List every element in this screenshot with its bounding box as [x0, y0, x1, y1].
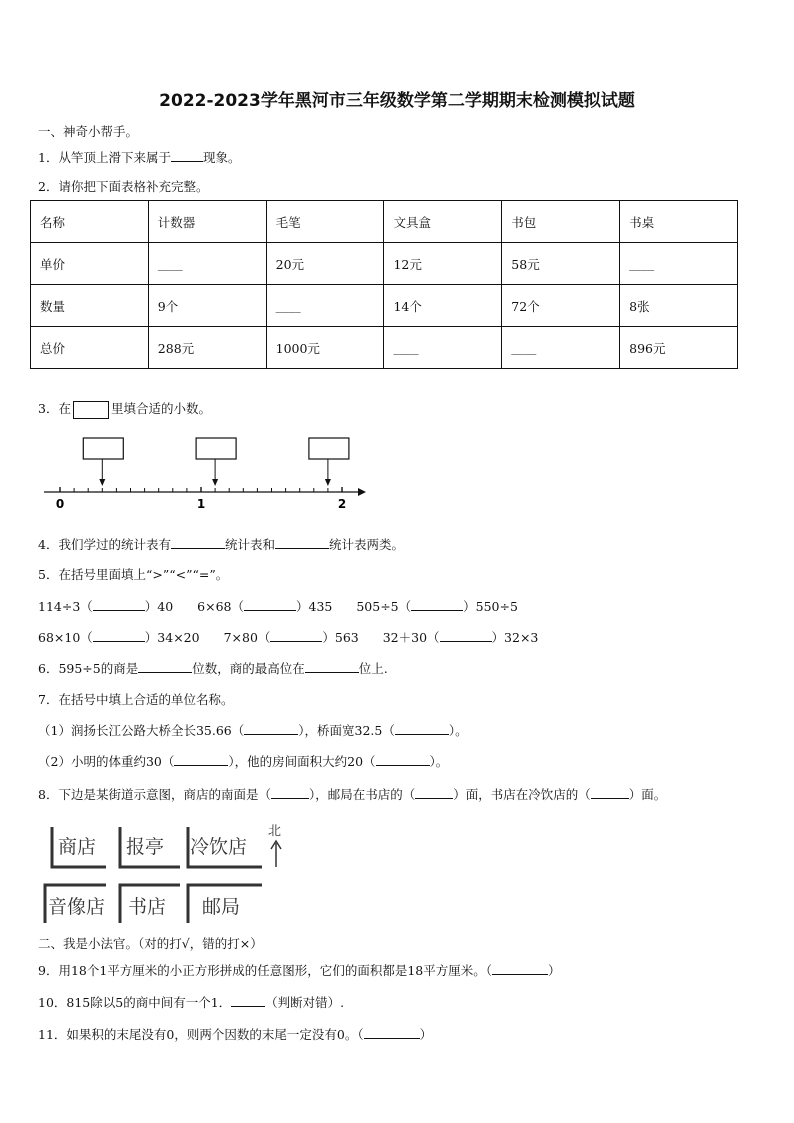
map-label-video-store: 音像店: [48, 896, 106, 918]
table-cell: 书桌: [620, 201, 738, 243]
table-cell: 14个: [384, 285, 502, 327]
arrow-down-icon: [325, 479, 331, 486]
answer-blank[interactable]: [171, 536, 225, 549]
north-label: 北: [268, 824, 282, 839]
number-line-label: 1: [196, 497, 206, 511]
answer-blank[interactable]: [411, 598, 463, 611]
question-7-2: （2）小明的体重约30（ ），他的房间面积大约20（ ）。: [38, 754, 449, 769]
map-label-cold-drink-shop: 冷饮店: [190, 836, 248, 858]
answer-blank[interactable]: [171, 149, 203, 162]
question-1: 1．从竿顶上滑下来属于 现象。: [38, 150, 241, 165]
table-cell: 58元: [502, 243, 620, 285]
north-arrow-icon: [271, 841, 281, 867]
question-7: 7．在括号中填上合适的单位名称。: [38, 692, 234, 707]
table-cell: 12元: [384, 243, 502, 285]
table-answer-cell[interactable]: ____: [502, 327, 620, 369]
answer-blank[interactable]: [364, 1026, 420, 1039]
table-row: [31, 327, 738, 369]
arrow-right-icon: [358, 488, 366, 496]
question-5: 5．在括号里面填上“>”“<”“=”。: [38, 567, 229, 582]
number-line-label: 0: [55, 497, 65, 511]
answer-blank[interactable]: [492, 962, 548, 975]
question-9: 9．用18个1平方厘米的小正方形拼成的任意图形，它们的面积都是18平方厘米。（ ）: [38, 963, 561, 978]
table-cell: 单价: [31, 243, 149, 285]
map-label-post-office: 邮局: [202, 896, 241, 918]
table-cell: 毛笔: [266, 201, 384, 243]
table-cell: 896元: [620, 327, 738, 369]
answer-box: [309, 438, 349, 459]
answer-box: [196, 438, 236, 459]
answer-blank[interactable]: [395, 722, 449, 735]
table-cell: 9个: [148, 285, 266, 327]
question-8: 8．下边是某街道示意图，商店的南面是（ ），邮局在书店的（ ）面，书店在冷饮店的（ ）面。: [38, 787, 667, 802]
answer-blank[interactable]: [275, 536, 329, 549]
answer-blank[interactable]: [591, 786, 629, 799]
table-answer-cell[interactable]: ____: [148, 243, 266, 285]
answer-blank[interactable]: [174, 753, 228, 766]
table-answer-cell[interactable]: ____: [384, 327, 502, 369]
table-cell: 20元: [266, 243, 384, 285]
page-title: 2022-2023学年黑河市三年级数学第二学期期末检测模拟试题: [159, 91, 635, 111]
answer-blank[interactable]: [231, 994, 265, 1007]
answer-blank[interactable]: [376, 753, 430, 766]
answer-blank[interactable]: [270, 629, 322, 642]
answer-blank[interactable]: [93, 629, 145, 642]
question-10: 10．815除以5的商中间有一个1． （判断对错）.: [38, 995, 345, 1010]
table-row: [31, 243, 738, 285]
question-7-1: （1）润扬长江公路大桥全长35.66（ ），桥面宽32.5（ ）。: [38, 723, 468, 738]
question-11: 11．如果积的末尾没有0，则两个因数的末尾一定没有0。（ ）: [38, 1027, 433, 1042]
map-label-bookstore: 书店: [128, 896, 167, 918]
answer-blank[interactable]: [271, 786, 309, 799]
table-cell: 计数器: [148, 201, 266, 243]
answer-blank[interactable]: [440, 629, 492, 642]
table-cell: 72个: [502, 285, 620, 327]
table-cell: 书包: [502, 201, 620, 243]
arrow-down-icon: [99, 479, 105, 486]
number-line: [0, 430, 794, 520]
table-answer-cell[interactable]: ____: [266, 285, 384, 327]
table-cell: 名称: [31, 201, 149, 243]
answer-blank[interactable]: [415, 786, 453, 799]
answer-box: [83, 438, 123, 459]
question-3: 3．在 里填合适的小数。: [38, 399, 211, 419]
table-cell: 288元: [148, 327, 266, 369]
table-cell: 总价: [31, 327, 149, 369]
table-cell: 1000元: [266, 327, 384, 369]
section-1-heading: 一、神奇小帮手。: [38, 124, 139, 139]
question-6: 6．595÷5的商是 位数，商的最高位在 位上.: [38, 661, 388, 676]
sample-box: [73, 401, 109, 419]
arrow-down-icon: [212, 479, 218, 486]
answer-blank[interactable]: [244, 722, 298, 735]
question-5-row-1: 114÷3（ ）40 6×68（ ）435 505÷5（ ）550÷5: [38, 599, 518, 614]
table-cell: 数量: [31, 285, 149, 327]
question-2: 2．请你把下面表格补充完整。: [38, 179, 209, 194]
answer-blank[interactable]: [93, 598, 145, 611]
answer-blank[interactable]: [244, 598, 296, 611]
question-5-row-2: 68×10（ ）34×20 7×80（ ）563 32＋30（ ）32×3: [38, 630, 539, 645]
table-row: [31, 201, 738, 243]
map-label-newsstand: 报亭: [126, 836, 165, 858]
price-table: [30, 200, 738, 369]
table-cell: 文具盒: [384, 201, 502, 243]
number-line-label: 2: [337, 497, 347, 511]
section-2-heading: 二、我是小法官。（对的打√，错的打×）: [38, 936, 263, 951]
table-row: [31, 285, 738, 327]
question-4: 4．我们学过的统计表有 统计表和 统计表两类。: [38, 537, 404, 552]
answer-blank[interactable]: [305, 660, 359, 673]
table-cell: 8张: [620, 285, 738, 327]
answer-blank[interactable]: [138, 660, 192, 673]
table-answer-cell[interactable]: ____: [620, 243, 738, 285]
map-label-shop: 商店: [58, 836, 97, 858]
street-map: [40, 815, 300, 930]
